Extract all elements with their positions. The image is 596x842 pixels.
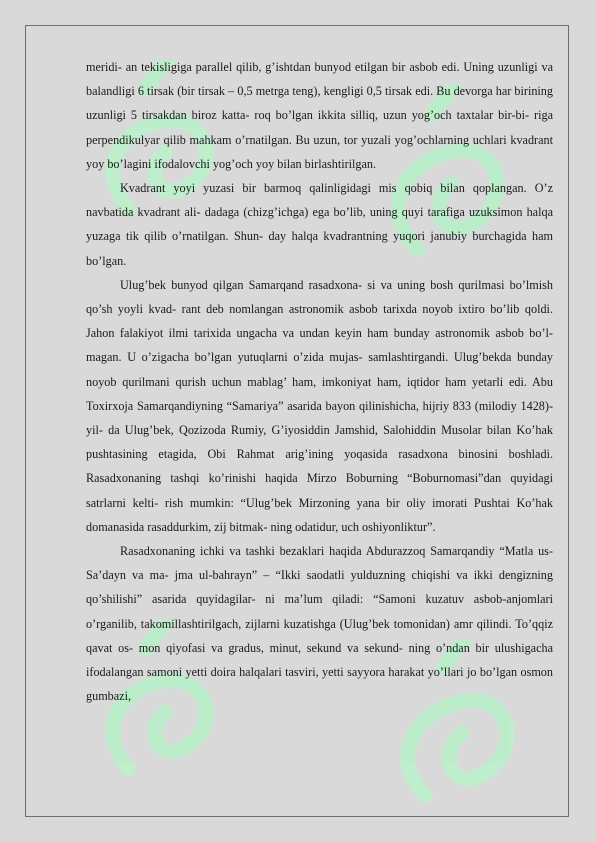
paragraph-2: Kvadrant yoyi yuzasi bir barmoq qalinligidagi mis qobiq bilan qoplangan. O’z navbatida kvadrant ali- dadaga (chizg’ichga) ega bo’lib, uning quyi tarafiga uzuksimon halqa yuzaga tik qilib o’rnatilgan. Shun- day halqa kvadrantning yuqori janubiy burchagida ham bo’lgan.: [86, 181, 553, 268]
paragraph-3: Ulug’bek bunyod qilgan Samarqand rasadxona- si va uning bosh qurilmasi bo’lmish qo’sh yoyli kvad- rant deb nomlangan astronomik asbob tarixda noyob ixtiro bo’lib qoldi. Jahon falakiyot ilmi tarixida ungacha va undan keyin ham bunday astronomik asbob bo’l- magan. U o’zigacha bo’lgan yutuqlarni o’zida mujas- samlashtirgandi. Ulug’bekda bunday noyob qurilmani qurish uchun mablag’ ham, imkoniyat ham, iqtidor ham yetarli edi. Abu Toxirxoja Samarqandiyning “Samariya” asarida bayon qilinishicha, hijriy 833 (milodiy 1428)-yil- da Ulug’bek, Qozizoda Rumiy, G’iyosiddin Jamshid, Salohiddin Musolar bilan Ko’hak pushtasining etagida, Obi Rahmat arig’ining yoqasida rasadxona binosini boshladi. Rasadxonaning tashqi ko’rinishi haqida Mirzo Boburning “Boburnomasi”dan quyidagi satrlarni kelti- rish mumkin: “Ulug’bek Mirzoning yana bir oliy imorati Pushtai Ko’hak domanasida rasaddurkim, zij bitmak- ning odatidur, uch oshiyonliktur”.: [86, 277, 553, 534]
document-body: [86, 55, 553, 708]
paragraph-1: meridi- an tekisligiga parallel qilib, g’ishtdan bunyod etilgan bir asbob edi. Uning uzunligi va balandligi 6 tirsak (bir tirsak – 0,5 metrga teng), kengligi 0,5 tirsak edi. Bu devorga har birining uzunligi 5 tirsakdan biroz katta- roq bo’lgan ikkita silliq, uzun yog’och taxtalar bir-bi- riga perpendikulyar qilib mahkam o’rnatilgan. Bu uzun, tor yuzali yog’ochlarning uchlari kvadrant yoy bo’lagini ifodalovchi yog’och yoy bilan birlashtirilgan.: [86, 60, 553, 171]
paragraph-4: Rasadxonaning ichki va tashki bezaklari haqida Abdurazzoq Samarqandiy “Matla us-Sa’dayn va ma- jma ul-bahrayn” – “Ikki saodatli yulduzning chiqishi va ikki dengizning qo’shilishi” asarida quyidagilar- ni ma’lum qiladi: “Samoni kuzatuv asbob-anjomlari o’rganilib, takomillashtirilgach, zijlarni kuzatishga (Ulug’bek tomonidan) amr qilindi. To’qqiz qavat os- mon qiyofasi va gradus, minut, sekund va sekund- ning o’ndan bir ulushigacha ifodalangan samoni yetti doira halqalari tasviri, yetti sayyora harakat yo’llari jo bo’lgan osmon gumbazi,: [86, 544, 553, 704]
